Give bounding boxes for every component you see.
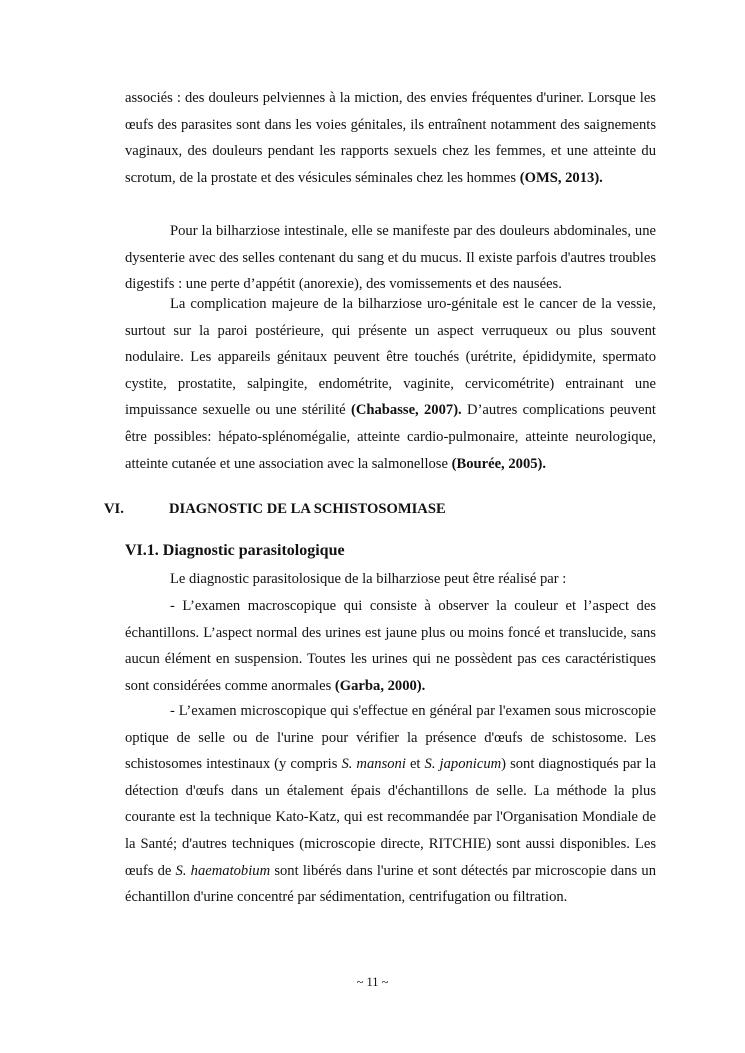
paragraph-microscopic-exam [125,698,656,911]
paragraph-symptoms-urogenital [125,85,656,191]
paragraph-complications [125,291,656,477]
paragraph-text: La complication majeure de la bilharziose uro-génitale est le cancer de la vessie, surtout sur la paroi postérieure, qui présente un aspect verruqueux ou plus souvent nodulaire. Les appareils génitaux peuvent être touchés (urétrite, épididymite, spermato cystite, prostatite, salpingite, endométrite, vaginite, cervicométrite) entrainant une impuissance sexuelle ou une stérilité [125,296,656,419]
citation: (Garba, 2000). [334,677,426,694]
species-name: S. haematobium [175,862,271,879]
paragraph-text: Le diagnostic parasitolosique de la bilharziose peut être réalisé par : [170,571,567,587]
species-name: S. japonicum [424,756,502,773]
species-name: S. mansoni [341,756,406,773]
citation: (Chabasse, 2007). [350,402,462,419]
paragraph-text: et [405,756,425,773]
citation: (OMS, 2013). [519,169,603,186]
paragraph-macroscopic-exam [125,593,656,699]
paragraph-diagnostic-intro [125,566,656,593]
paragraph-text: ) sont diagnostiqués par la détection d'œufs dans un étalement épais d'échantillons de selle. La méthode la plus courante est la technique Kato-Katz, qui est recommandée par l'Organisation Mondiale de la Santé; d'autres techniques (microscopie directe, RITCHIE) sont aussi disponibles. Les œufs de [125,756,656,879]
citation: (Bourée, 2005). [451,455,547,472]
subsection-heading: VI.1. Diagnostic parasitologique [125,542,345,559]
paragraph-text: associés : des douleurs pelviennes à la miction, des envies fréquentes d'uriner. Lorsque les œufs des parasites sont dans les voies génitales, ils entraînent notamment des saignements vaginaux, des douleurs pendant les rapports sexuels chez les femmes, et une atteinte du scrotum, de la prostate et des vésicules séminales chez les hommes [125,90,656,186]
section-number: VI. [104,501,124,517]
paragraph-text: sont libérés dans l'urine et sont détectés par microscopie dans un échantillon d'urine concentré par sédimentation, centrifugation ou filtration. [125,862,657,906]
paragraph-text: - L’examen macroscopique qui consiste à observer la couleur et l’aspect des échantillons. L’aspect normal des urines est jaune plus ou moins foncé et translucide, sans aucun élément en suspension. Toutes les urines qui ne possèdent pas ces caractéristiques sont considérées comme anormales [125,598,656,694]
section-title: DIAGNOSTIC DE LA SCHISTOSOMIASE [169,501,446,517]
paragraph-text: - L’examen microscopique qui s'effectue en général par l'examen sous microscopie optique de selle ou de l'urine pour vérifier la présence d'œufs de schistosome. Les schistosomes intestinaux (y compris [125,703,656,773]
page-number: ~ 11 ~ [356,975,389,989]
paragraph-intestinal [125,218,656,298]
paragraph-text: D’autres complications peuvent être possibles: hépato-splénomégalie, atteinte cardio-pulmonaire, atteinte neurologique, atteinte cutanée et une association avec la salmonellose [125,402,656,472]
paragraph-text: Pour la bilharziose intestinale, elle se manifeste par des douleurs abdominales, une dysenterie avec des selles contenant du sang et du mucus. Il existe parfois d'autres troubles digestifs : une perte d’appétit (anorexie), des vomissements et des nausées. [125,223,656,293]
